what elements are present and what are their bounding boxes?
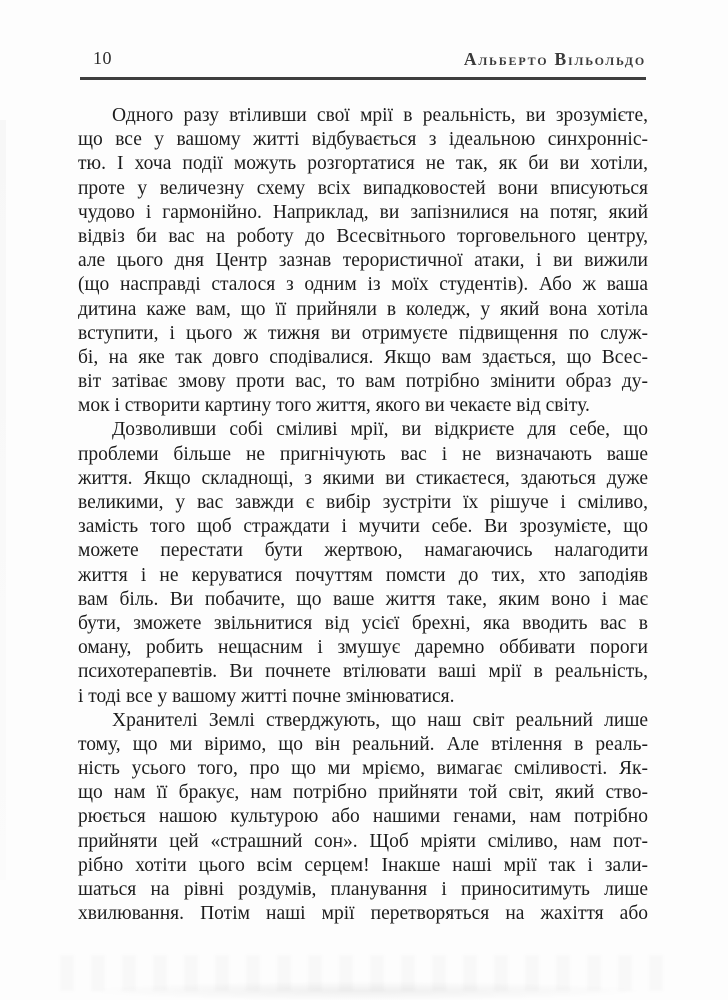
text-line: що нам її бракує, нам потрібно прийняти той світ, який ство-	[78, 782, 648, 804]
text-line: психотерапевтів. Ви почнете втілювати ваші мрії в реальність,	[78, 661, 648, 683]
text-line: Одного разу втіливши свої мрії в реальність, ви зрозумієте,	[112, 105, 648, 126]
text-line: хвилювання. Потім наші мрії перетворяться на жахіття або	[78, 903, 648, 925]
text-line: тому, що ми віримо, що він реальний. Але втілення в реаль-	[78, 733, 648, 755]
text-line: чудово і гармонійно. Наприклад, ви запізнилися на потяг, який	[78, 201, 648, 223]
text-line: шаться на рівні роздумів, планування і приноситимуть лише	[78, 879, 648, 900]
scan-edge-smudge	[0, 120, 6, 880]
text-line: проте у величезну схему всіх випадковостей вони вписуються	[78, 177, 648, 199]
text-line: рюється нашою культурою або нашими генами, нам потрібно	[78, 806, 648, 828]
scan-artifact	[60, 955, 670, 991]
text-line: великими, у вас завжди є вибір зустріти їх рішуче і сміливо,	[78, 492, 648, 513]
page-number: 10	[93, 48, 112, 68]
text-line: вступити, і цього ж тижня ви отримуєте підвищення по служ-	[78, 322, 648, 344]
text-line: рібно хотіти цього всім серцем! Інакше наші мрії так і зали-	[78, 854, 648, 876]
text-line: вам біль. Ви побачите, що ваше життя таке, яким воно і має	[78, 588, 648, 610]
text-line: Дозволивши собі сміливі мрії, ви відкриєте для себе, що	[112, 419, 648, 441]
text-line: дитина каже вам, що її прийняли в коледж, у який вона хотіла	[78, 298, 648, 320]
text-line: замість того щоб страждати і мучити себе. Ви зрозумієте, що	[78, 516, 648, 538]
text-line: проблеми більше не пригнічують вас і не визначають ваше	[78, 443, 648, 465]
header-rule	[80, 77, 646, 80]
text-line: відвіз би вас на роботу до Всесвітнього торговельного центру,	[78, 225, 648, 247]
text-line: (що насправді сталося з одним із моїх студентів). Або ж ваша	[78, 274, 648, 296]
running-title-author: Альберто Вільольдо	[463, 49, 646, 69]
text-line: що все у вашому житті відбувається з ідеальною синхронніс-	[78, 129, 648, 151]
text-line: тю. І хоча події можуть розгортатися не так, як би ви хотіли,	[78, 153, 648, 175]
text-line: життя і не керуватися почуттям помсти до тих, хто заподіяв	[78, 564, 648, 586]
text-line: життя. Якщо складнощі, з якими ви стикаєтеся, здаються дуже	[78, 467, 648, 489]
paragraph	[78, 418, 648, 708]
text-line: і тоді все у вашому житті почне змінюватися.	[78, 685, 455, 707]
text-line: але цього дня Центр зазнав терористичної атаки, і ви вижили	[78, 250, 648, 272]
text-line: віт затіває змову проти вас, то вам потрібно змінити образ ду-	[78, 371, 648, 393]
text-line: бі, на яке так довго сподівалися. Якщо вам здається, що Всес-	[78, 346, 648, 368]
paragraph	[78, 709, 648, 927]
body-text	[78, 104, 648, 926]
text-line: оману, робить нещасним і змушує даремно оббивати пороги	[78, 637, 648, 659]
text-line: можете перестати бути жертвою, намагаючись налагодити	[78, 540, 648, 562]
text-line: бути, зможете звільнитися від усієї брехні, яка вводить вас в	[78, 612, 648, 634]
text-line: прийняти цей «страшний сон». Щоб мріяти сміливо, нам пот-	[78, 830, 648, 852]
running-head	[80, 46, 646, 72]
text-line: ність усього того, про що ми мріємо, вимагає сміливості. Як-	[78, 758, 648, 780]
text-line: Хранителі Землі стверджують, що наш світ реальний лише	[112, 709, 648, 731]
paragraph	[78, 104, 648, 418]
text-line: мок і створити картину того життя, якого ви чекаєте від світу.	[78, 395, 590, 417]
